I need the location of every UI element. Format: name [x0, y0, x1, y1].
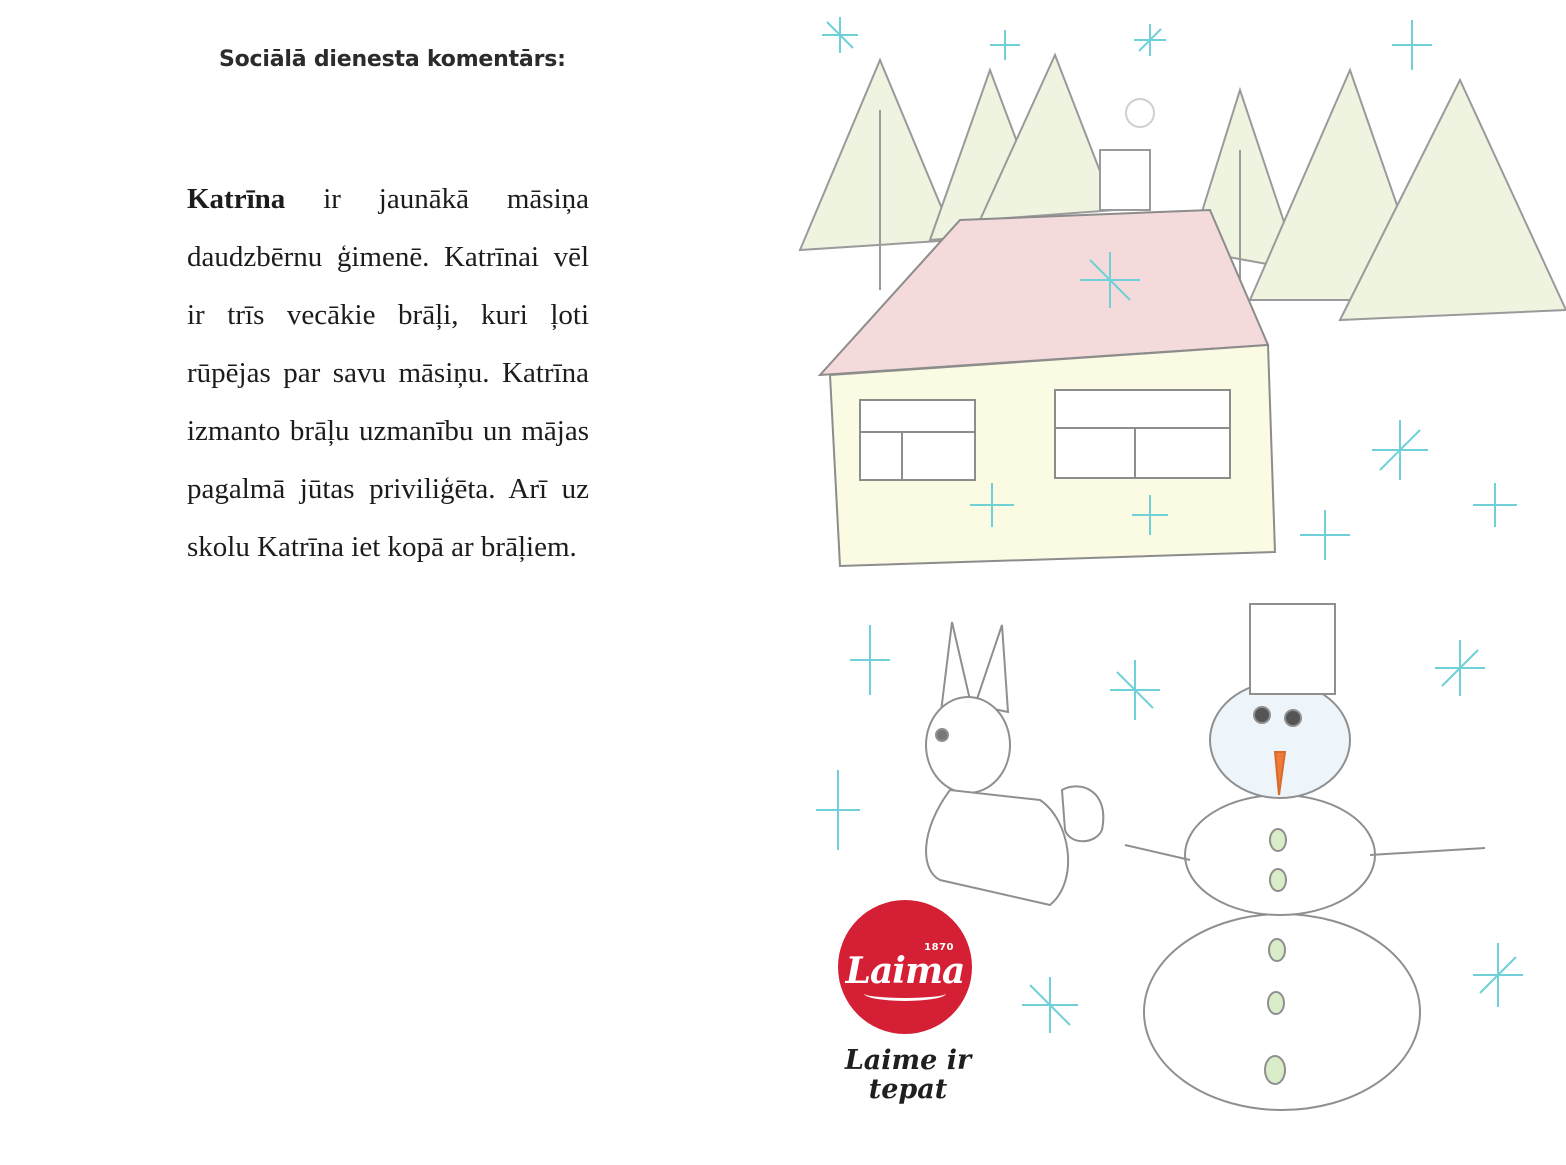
logo-year: 1870: [924, 942, 954, 953]
slogan: [833, 1046, 983, 1104]
slogan-line-1: Laime ir: [844, 1045, 972, 1076]
house-icon: [820, 210, 1275, 566]
comment-heading: Sociālā dienesta komentārs:: [219, 47, 566, 72]
sun-icon: [1126, 99, 1154, 127]
comment-page: [0, 0, 780, 1165]
comment-paragraph: ir jaunākā māsiņa daudzbērnu ģimenē. Katrīnai vēl ir trīs vecākie brāļi, kuri ļoti rūpējas par savu māsiņu. Katrīna izmanto brāļu uzmanību un mājas pagalmā jūtas priviliģēta. Arī uz skolu Katrīna iet kopā ar brāļiem.: [187, 183, 590, 563]
comment-text: [187, 170, 589, 576]
slogan-line-2: tepat: [868, 1074, 948, 1105]
laima-logo: [838, 900, 972, 1034]
logo-swoosh: [864, 986, 946, 1001]
rabbit-icon: [926, 622, 1103, 905]
logo-word: Laima: [845, 950, 965, 992]
snowman-icon: [1125, 604, 1485, 1110]
child-name: Katrīna: [187, 183, 286, 215]
